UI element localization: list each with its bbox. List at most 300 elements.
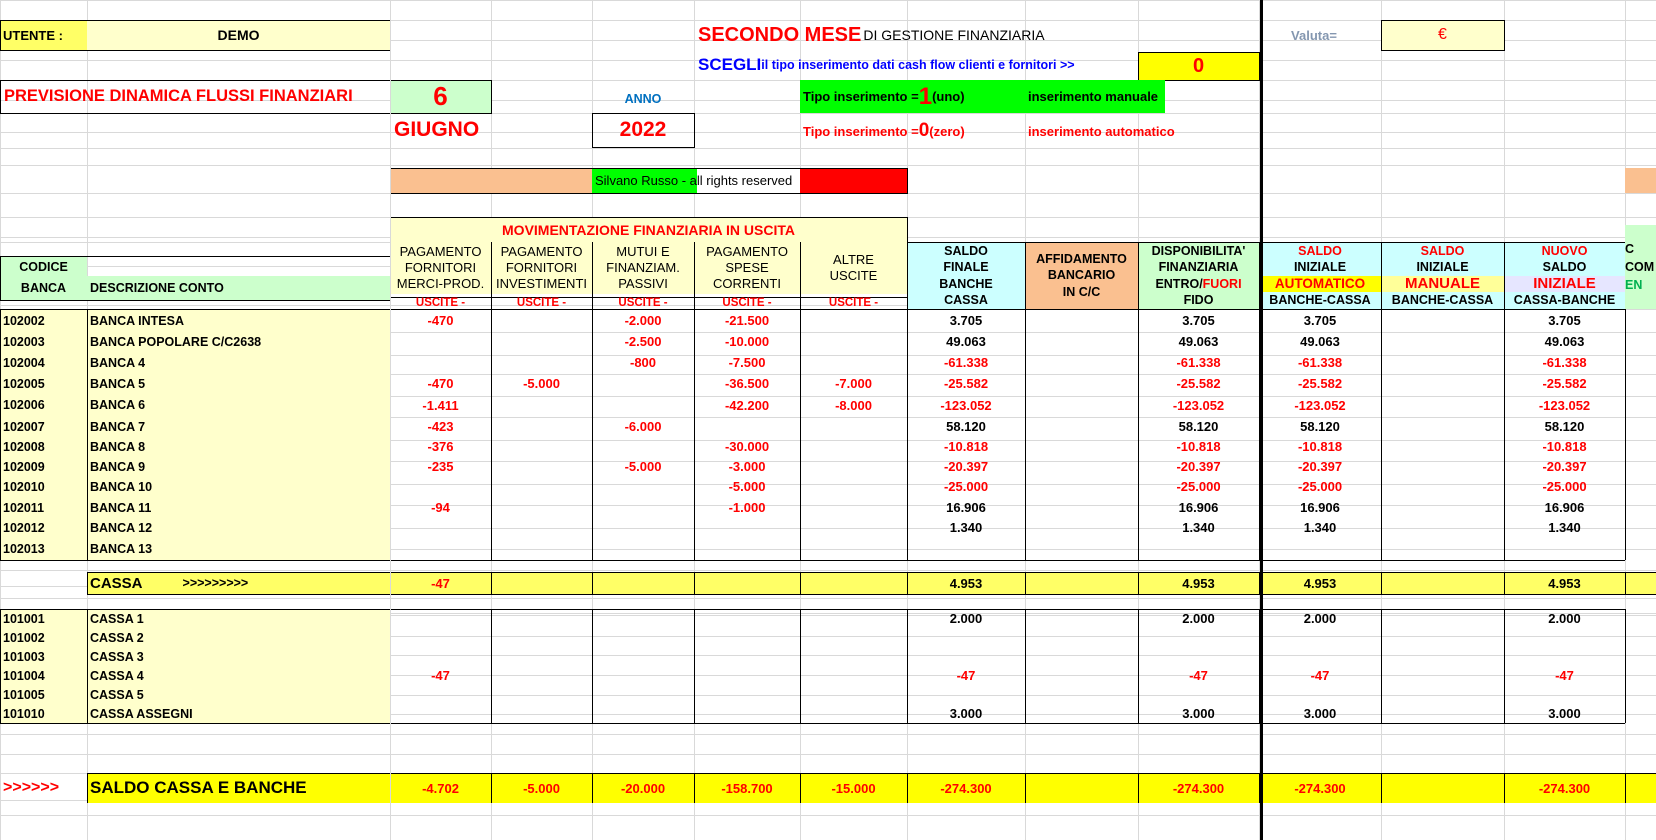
row-merci-value[interactable]: -376 xyxy=(427,439,454,454)
row-fido-value[interactable] xyxy=(1025,497,1138,518)
row-altre-value[interactable]: -8.000 xyxy=(835,397,872,413)
row-code[interactable]: 102012 xyxy=(0,518,87,537)
grid-line xyxy=(592,242,593,309)
row-merci-value[interactable]: -1.411 xyxy=(422,397,459,413)
totals-mutui[interactable]: -20.000 xyxy=(620,780,666,796)
row-code[interactable]: 102002 xyxy=(0,309,87,332)
row-nuovo-value[interactable]: -25.000 xyxy=(1542,479,1587,494)
grid-line xyxy=(491,773,492,803)
row-saldo-value[interactable] xyxy=(907,628,1025,647)
cassa-label: CASSA xyxy=(90,574,143,592)
type1-value: 1 xyxy=(918,82,933,110)
row-saldo-value[interactable]: -123.052 xyxy=(940,397,992,413)
row-saldo-value[interactable]: 3.000 xyxy=(949,706,983,721)
header-disponibilita xyxy=(1138,242,1259,309)
row-inv-value[interactable] xyxy=(491,476,592,497)
grid-line xyxy=(0,80,390,81)
row-code[interactable]: 101002 xyxy=(0,628,87,647)
affidamento-line1: BANCARIO xyxy=(1047,268,1116,283)
row-inv-value[interactable]: -5.000 xyxy=(523,376,560,391)
row-disp-value[interactable]: -25.582 xyxy=(1176,376,1221,391)
nuovo-line0: NUOVO xyxy=(1541,243,1588,258)
row-inv-value[interactable] xyxy=(491,309,592,332)
row-nuovo-value[interactable]: -10.818 xyxy=(1542,439,1587,454)
month-name: GIUGNO xyxy=(394,118,480,141)
cassa-total-saldo[interactable]: 4.953 xyxy=(949,575,983,591)
row-code[interactable]: 102011 xyxy=(0,497,87,518)
grid-line xyxy=(1138,572,1139,594)
row-altre-value[interactable] xyxy=(800,497,907,518)
nuovo-line2: INIZIALE xyxy=(1504,276,1625,293)
row-merci-value[interactable] xyxy=(390,609,491,628)
totals-saldo[interactable]: -274.300 xyxy=(940,780,992,796)
user-value[interactable]: DEMO xyxy=(87,20,390,50)
partial-line2: EN xyxy=(1625,278,1643,292)
row-nuovo-value[interactable]: 1.340 xyxy=(1548,520,1581,535)
totals-inv[interactable]: -5.000 xyxy=(523,780,560,796)
totals-label: SALDO CASSA E BANCHE xyxy=(87,773,390,803)
grid-line xyxy=(0,570,1656,571)
cassa-total-nuovo[interactable]: 4.953 xyxy=(1548,575,1581,591)
row-description[interactable]: CASSA 2 xyxy=(87,628,390,647)
totals-arrows: >>>>>> xyxy=(3,779,60,796)
header-mutui-line1: FINANZIAM. xyxy=(606,260,680,275)
row-merci-value[interactable]: -470 xyxy=(427,313,454,328)
row-fido-value[interactable] xyxy=(1025,393,1138,417)
row-mutui-value[interactable]: -5.000 xyxy=(624,459,662,474)
grid-line xyxy=(0,0,1656,1)
row-auto-value[interactable]: -123.052 xyxy=(1294,397,1346,413)
row-saldo-value[interactable]: 16.906 xyxy=(946,500,986,515)
row-spese-value[interactable]: -36.500 xyxy=(724,376,770,391)
header-pf_merci-line0: PAGAMENTO xyxy=(399,244,482,259)
row-disp-value[interactable]: -123.052 xyxy=(1172,397,1225,413)
input-type-selector[interactable]: 0 xyxy=(1138,52,1259,80)
row-saldo-value[interactable]: 58.120 xyxy=(946,419,986,434)
row-code[interactable]: 102007 xyxy=(0,417,87,436)
row-inv-value[interactable] xyxy=(491,457,592,476)
row-merci-value[interactable] xyxy=(390,518,491,537)
row-saldo-value[interactable]: -20.397 xyxy=(943,459,989,474)
man-line3: BANCHE-CASSA xyxy=(1391,293,1494,307)
grid-line xyxy=(907,773,908,803)
row-nuovo-value[interactable]: 3.000 xyxy=(1548,706,1581,721)
row-disp-value[interactable]: -61.338 xyxy=(1176,355,1221,370)
row-saldo-value[interactable]: 2.000 xyxy=(949,611,983,626)
row-auto-value[interactable]: -47 xyxy=(1310,668,1330,683)
row-fido-value[interactable] xyxy=(1025,309,1138,332)
type0-desc: inserimento automatico xyxy=(1028,123,1175,139)
grid-line xyxy=(0,560,1625,561)
row-spese-value[interactable]: -30.000 xyxy=(724,439,770,454)
row-altre-value[interactable] xyxy=(800,476,907,497)
row-mutui-value[interactable] xyxy=(592,436,694,457)
totals-merci[interactable]: -4.702 xyxy=(422,780,459,796)
row-disp-value[interactable] xyxy=(1138,647,1259,666)
row-inv-value[interactable] xyxy=(491,351,592,374)
row-code[interactable]: 101001 xyxy=(0,609,87,628)
row-auto-value[interactable]: -25.000 xyxy=(1297,479,1343,494)
row-man-value[interactable] xyxy=(1381,537,1504,560)
row-code[interactable]: 102005 xyxy=(0,374,87,393)
row-auto-value[interactable]: 3.705 xyxy=(1303,313,1337,328)
row-description[interactable]: BANCA 13 xyxy=(87,537,390,560)
row-description[interactable]: CASSA 4 xyxy=(87,666,390,685)
title-strong: SECONDO MESE xyxy=(698,23,862,46)
row-description[interactable]: BANCA 10 xyxy=(87,476,390,497)
row-saldo-value[interactable]: -25.582 xyxy=(943,376,989,391)
row-man-value[interactable] xyxy=(1381,476,1504,497)
row-fido-value[interactable] xyxy=(1025,457,1138,476)
row-description[interactable]: BANCA 6 xyxy=(87,393,390,417)
row-description[interactable]: BANCA 11 xyxy=(87,497,390,518)
row-auto-value[interactable]: 3.000 xyxy=(1303,706,1337,721)
row-mutui-value[interactable] xyxy=(592,497,694,518)
row-description[interactable]: CASSA 3 xyxy=(87,647,390,666)
row-saldo-value[interactable] xyxy=(907,647,1025,666)
row-spese-value[interactable]: -21.500 xyxy=(724,313,770,328)
row-merci-value[interactable] xyxy=(390,537,491,560)
row-auto-value[interactable]: 2.000 xyxy=(1303,611,1337,626)
row-fido-value[interactable] xyxy=(1025,436,1138,457)
grid-line xyxy=(1260,0,1263,840)
row-merci-value[interactable]: -470 xyxy=(427,376,454,391)
totals-disp[interactable]: -274.300 xyxy=(1172,780,1225,796)
row-disp-value[interactable] xyxy=(1138,628,1259,647)
grid-line xyxy=(800,572,801,594)
row-altre-value[interactable]: -7.000 xyxy=(835,376,872,391)
year-label: ANNO xyxy=(624,92,662,106)
row-code[interactable]: 102013 xyxy=(0,537,87,560)
grid-line xyxy=(0,113,391,114)
grid-line xyxy=(1504,773,1505,803)
header-altre-line2: USCITE xyxy=(829,268,878,283)
cassa-total-merci[interactable]: -47 xyxy=(431,575,450,591)
grid-line xyxy=(390,80,491,81)
header-pf_merci-line2: MERCI-PROD. xyxy=(396,276,485,291)
row-description[interactable]: BANCA INTESA xyxy=(87,309,390,332)
row-mutui-value[interactable] xyxy=(592,374,694,393)
grid-line xyxy=(390,193,908,194)
row-spese-value[interactable] xyxy=(694,417,800,436)
row-fido-value[interactable] xyxy=(1025,476,1138,497)
cassa-total-cell xyxy=(694,572,800,594)
row-code[interactable]: 101004 xyxy=(0,666,87,685)
header-partial xyxy=(1625,225,1656,309)
row-man-value[interactable] xyxy=(1381,417,1504,436)
row-description[interactable]: BANCA 4 xyxy=(87,351,390,374)
row-nuovo-value[interactable]: -47 xyxy=(1555,668,1574,683)
grid-line xyxy=(1504,242,1625,243)
grid-line xyxy=(1025,309,1026,560)
partial-line0: C xyxy=(1625,242,1635,256)
row-saldo-value[interactable]: -61.338 xyxy=(943,355,989,370)
row-merci-value[interactable] xyxy=(390,476,491,497)
row-description[interactable]: BANCA 7 xyxy=(87,417,390,436)
month-number-input[interactable]: 6 xyxy=(390,80,491,113)
man-line0: SALDO xyxy=(1420,243,1465,258)
row-inv-value[interactable] xyxy=(491,436,592,457)
row-altre-value[interactable] xyxy=(800,309,907,332)
row-nuovo-value[interactable]: 49.063 xyxy=(1544,334,1585,349)
row-merci-value[interactable] xyxy=(390,685,491,704)
row-description[interactable]: BANCA 5 xyxy=(87,374,390,393)
row-man-value[interactable] xyxy=(1381,393,1504,417)
row-code[interactable]: 102010 xyxy=(0,476,87,497)
code-header-2: BANCA xyxy=(20,281,67,295)
header-spese-line2: CORRENTI xyxy=(713,276,781,291)
row-disp-value[interactable]: -10.818 xyxy=(1176,439,1221,454)
grid-line xyxy=(1504,609,1505,723)
row-code[interactable]: 101005 xyxy=(0,685,87,704)
row-fido-value[interactable] xyxy=(1025,374,1138,393)
row-auto-value[interactable]: 16.906 xyxy=(1300,500,1340,515)
type1-label: Tipo inserimento = xyxy=(803,89,919,104)
grid-line xyxy=(592,113,694,114)
row-disp-value[interactable]: 49.063 xyxy=(1178,334,1219,349)
type1-desc: inserimento manuale xyxy=(1025,80,1165,113)
row-description[interactable]: BANCA POPOLARE C/C2638 xyxy=(87,332,390,351)
grid-line xyxy=(907,242,908,309)
row-saldo-value[interactable]: -25.000 xyxy=(943,479,989,494)
row-spese-value[interactable]: -3.000 xyxy=(728,459,766,474)
grid-line xyxy=(907,242,1025,243)
cassa-total-disp[interactable]: 4.953 xyxy=(1182,575,1215,591)
row-nuovo-value[interactable] xyxy=(1504,647,1625,666)
row-disp-value[interactable]: 2.000 xyxy=(1182,611,1215,626)
row-description[interactable]: CASSA ASSEGNI xyxy=(87,704,390,723)
grid-line xyxy=(491,309,492,560)
grid-line xyxy=(491,572,492,594)
row-man-value[interactable] xyxy=(1381,309,1504,332)
row-nuovo-value[interactable] xyxy=(1504,685,1625,704)
disp-line3: FIDO xyxy=(1183,293,1214,307)
row-code[interactable]: 102006 xyxy=(0,393,87,417)
header-spese xyxy=(694,242,800,294)
row-man-value[interactable] xyxy=(1381,497,1504,518)
year-value[interactable]: 2022 xyxy=(619,118,667,141)
row-man-value[interactable] xyxy=(1381,436,1504,457)
row-inv-value[interactable] xyxy=(491,393,592,417)
row-auto-value[interactable]: 49.063 xyxy=(1300,334,1340,349)
row-disp-value[interactable]: -20.397 xyxy=(1176,459,1221,474)
row-man-value[interactable] xyxy=(1381,518,1504,537)
row-inv-value[interactable] xyxy=(491,537,592,560)
row-auto-value[interactable]: -25.582 xyxy=(1297,376,1343,391)
row-spese-value[interactable] xyxy=(694,537,800,560)
row-disp-value[interactable]: 1.340 xyxy=(1182,520,1215,535)
row-merci-value[interactable]: -94 xyxy=(431,500,450,515)
row-altre-value[interactable] xyxy=(800,436,907,457)
row-disp-value[interactable]: 58.120 xyxy=(1178,419,1219,434)
disp-fuori: FUORI xyxy=(1202,276,1242,291)
row-man-value[interactable] xyxy=(1381,332,1504,351)
row-fido-value[interactable] xyxy=(1025,537,1138,560)
row-spese-value[interactable]: -10.000 xyxy=(724,334,770,349)
row-inv-value[interactable] xyxy=(491,518,592,537)
row-spese-value[interactable]: -5.000 xyxy=(728,479,766,494)
totals-nuovo[interactable]: -274.300 xyxy=(1538,780,1591,796)
totals-spese[interactable]: -158.700 xyxy=(721,780,773,796)
header-pf_merci-sub: USCITE - xyxy=(415,297,466,309)
row-altre-value[interactable] xyxy=(800,457,907,476)
row-saldo-value[interactable] xyxy=(907,685,1025,704)
cassa-total-auto[interactable]: 4.953 xyxy=(1303,575,1337,591)
row-disp-value[interactable] xyxy=(1138,537,1259,560)
row-nuovo-value[interactable]: 58.120 xyxy=(1544,419,1585,434)
row-nuovo-value[interactable]: 2.000 xyxy=(1548,611,1581,626)
row-auto-value[interactable]: -61.338 xyxy=(1297,355,1343,370)
affidamento-line0: AFFIDAMENTO xyxy=(1036,251,1127,266)
cassa-arrows: >>>>>>>>> xyxy=(182,576,249,590)
header-pf_inv-line0: PAGAMENTO xyxy=(500,244,583,259)
row-mutui-value[interactable]: -2.000 xyxy=(624,313,662,328)
row-mutui-value[interactable] xyxy=(592,518,694,537)
totals-auto[interactable]: -274.300 xyxy=(1294,780,1346,796)
row-code[interactable]: 102004 xyxy=(0,351,87,374)
header-altre-line1: ALTRE xyxy=(833,252,874,267)
type0-value: 0 xyxy=(918,120,930,141)
grid-line xyxy=(694,773,695,803)
row-disp-value[interactable]: 3.000 xyxy=(1182,706,1215,721)
row-man-value[interactable] xyxy=(1381,374,1504,393)
row-auto-value[interactable] xyxy=(1259,685,1381,704)
row-disp-value[interactable]: -47 xyxy=(1189,668,1208,683)
row-mutui-value[interactable]: -2.500 xyxy=(624,334,662,349)
auto-line1: INIZIALE xyxy=(1293,260,1347,274)
grid-line xyxy=(694,572,695,594)
row-disp-value[interactable]: 3.705 xyxy=(1182,313,1215,328)
grid-line xyxy=(592,773,593,803)
row-nuovo-value[interactable]: 16.906 xyxy=(1544,500,1585,515)
row-saldo-value[interactable]: 3.705 xyxy=(949,313,983,328)
cassa-total-cell xyxy=(1625,572,1656,594)
row-nuovo-value[interactable] xyxy=(1504,537,1625,560)
auto-line3: BANCHE-CASSA xyxy=(1269,293,1371,307)
row-saldo-value[interactable] xyxy=(907,537,1025,560)
row-altre-value[interactable] xyxy=(800,351,907,374)
row-nuovo-value[interactable] xyxy=(1504,628,1625,647)
saldo-finale-line3: CASSA xyxy=(944,293,988,307)
row-mutui-value[interactable]: -6.000 xyxy=(624,419,662,434)
header-saldo_finale xyxy=(907,242,1025,309)
totals-cell xyxy=(1381,773,1504,803)
row-inv-value[interactable] xyxy=(491,417,592,436)
row-merci-value[interactable]: -235 xyxy=(427,459,454,474)
row-nuovo-value[interactable]: -20.397 xyxy=(1542,459,1587,474)
row-saldo-value[interactable]: 49.063 xyxy=(946,334,986,349)
grid-line xyxy=(0,256,390,257)
row-code[interactable]: 102003 xyxy=(0,332,87,351)
row-fido-value[interactable] xyxy=(1025,518,1138,537)
row-man-value[interactable] xyxy=(1381,351,1504,374)
grid-line xyxy=(0,815,1656,816)
row-fido-value[interactable] xyxy=(1025,417,1138,436)
row-description[interactable]: CASSA 1 xyxy=(87,609,390,628)
row-saldo-value[interactable]: -10.818 xyxy=(943,439,989,454)
row-saldo-value[interactable]: 1.340 xyxy=(949,520,983,535)
row-disp-value[interactable] xyxy=(1138,685,1259,704)
row-description[interactable]: BANCA 9 xyxy=(87,457,390,476)
row-inv-value[interactable] xyxy=(491,332,592,351)
row-merci-value[interactable] xyxy=(390,351,491,374)
row-altre-value[interactable] xyxy=(800,332,907,351)
row-nuovo-value[interactable]: 3.705 xyxy=(1548,313,1581,328)
row-spese-value[interactable]: -7.500 xyxy=(728,355,766,370)
row-merci-value[interactable]: -423 xyxy=(427,419,454,434)
grid-line xyxy=(1381,773,1382,803)
header-mutui-sub: USCITE - xyxy=(618,297,668,309)
header-mutui-line2: PASSIVI xyxy=(618,276,668,291)
nuovo-line1: SALDO xyxy=(1542,260,1587,274)
row-auto-value[interactable]: -20.397 xyxy=(1297,459,1343,474)
grid-line xyxy=(592,572,593,594)
row-nuovo-value[interactable]: -123.052 xyxy=(1538,397,1591,413)
row-code[interactable]: 102008 xyxy=(0,436,87,457)
row-spese-value[interactable]: -42.200 xyxy=(724,397,770,413)
row-merci-value[interactable] xyxy=(390,332,491,351)
row-description[interactable]: CASSA 5 xyxy=(87,685,390,704)
row-fido-value[interactable] xyxy=(1025,332,1138,351)
row-merci-value[interactable] xyxy=(390,628,491,647)
row-spese-value[interactable]: -1.000 xyxy=(728,500,766,515)
description-header: DESCRIZIONE CONTO xyxy=(87,276,390,300)
row-description[interactable]: BANCA 8 xyxy=(87,436,390,457)
grid-line xyxy=(491,80,492,113)
row-auto-value[interactable]: 58.120 xyxy=(1300,419,1340,434)
row-merci-value[interactable] xyxy=(390,647,491,666)
grid-line xyxy=(1504,20,1505,50)
row-inv-value[interactable] xyxy=(491,497,592,518)
row-mutui-value[interactable] xyxy=(592,537,694,560)
row-merci-value[interactable]: -47 xyxy=(431,668,450,683)
row-merci-value[interactable] xyxy=(390,704,491,723)
header-spese-line0: PAGAMENTO xyxy=(706,244,788,259)
row-code[interactable]: 101003 xyxy=(0,647,87,666)
row-fido-value[interactable] xyxy=(1025,351,1138,374)
currency-value[interactable]: € xyxy=(1381,20,1504,50)
row-altre-value[interactable] xyxy=(800,417,907,436)
row-disp-value[interactable]: -25.000 xyxy=(1176,479,1221,494)
row-nuovo-value[interactable]: -25.582 xyxy=(1542,376,1587,391)
row-auto-value[interactable] xyxy=(1259,537,1381,560)
row-code[interactable]: 101010 xyxy=(0,704,87,723)
row-mutui-value[interactable] xyxy=(592,476,694,497)
row-spese-value[interactable] xyxy=(694,518,800,537)
row-disp-value[interactable]: 16.906 xyxy=(1178,500,1219,515)
grid-line xyxy=(1138,242,1259,243)
row-auto-value[interactable] xyxy=(1259,628,1381,647)
row-auto-value[interactable]: -10.818 xyxy=(1297,439,1343,454)
row-altre-value[interactable] xyxy=(800,537,907,560)
row-mutui-value[interactable] xyxy=(592,393,694,417)
header-pf_inv xyxy=(491,242,592,294)
row-auto-value[interactable] xyxy=(1259,647,1381,666)
title-rest: DI GESTIONE FINANZIARIA xyxy=(863,27,1045,43)
totals-altre[interactable]: -15.000 xyxy=(831,780,876,796)
row-auto-value[interactable]: 1.340 xyxy=(1303,520,1337,535)
row-man-value[interactable] xyxy=(1381,457,1504,476)
row-mutui-value[interactable]: -800 xyxy=(629,355,657,370)
cassa-total-cell xyxy=(800,572,907,594)
row-altre-value[interactable] xyxy=(800,518,907,537)
row-saldo-value[interactable]: -47 xyxy=(956,668,976,683)
row-nuovo-value[interactable]: -61.338 xyxy=(1542,355,1587,370)
row-code[interactable]: 102009 xyxy=(0,457,87,476)
row-description[interactable]: BANCA 12 xyxy=(87,518,390,537)
choose-instructions xyxy=(694,52,1134,78)
header-saldo_man xyxy=(1381,242,1504,309)
